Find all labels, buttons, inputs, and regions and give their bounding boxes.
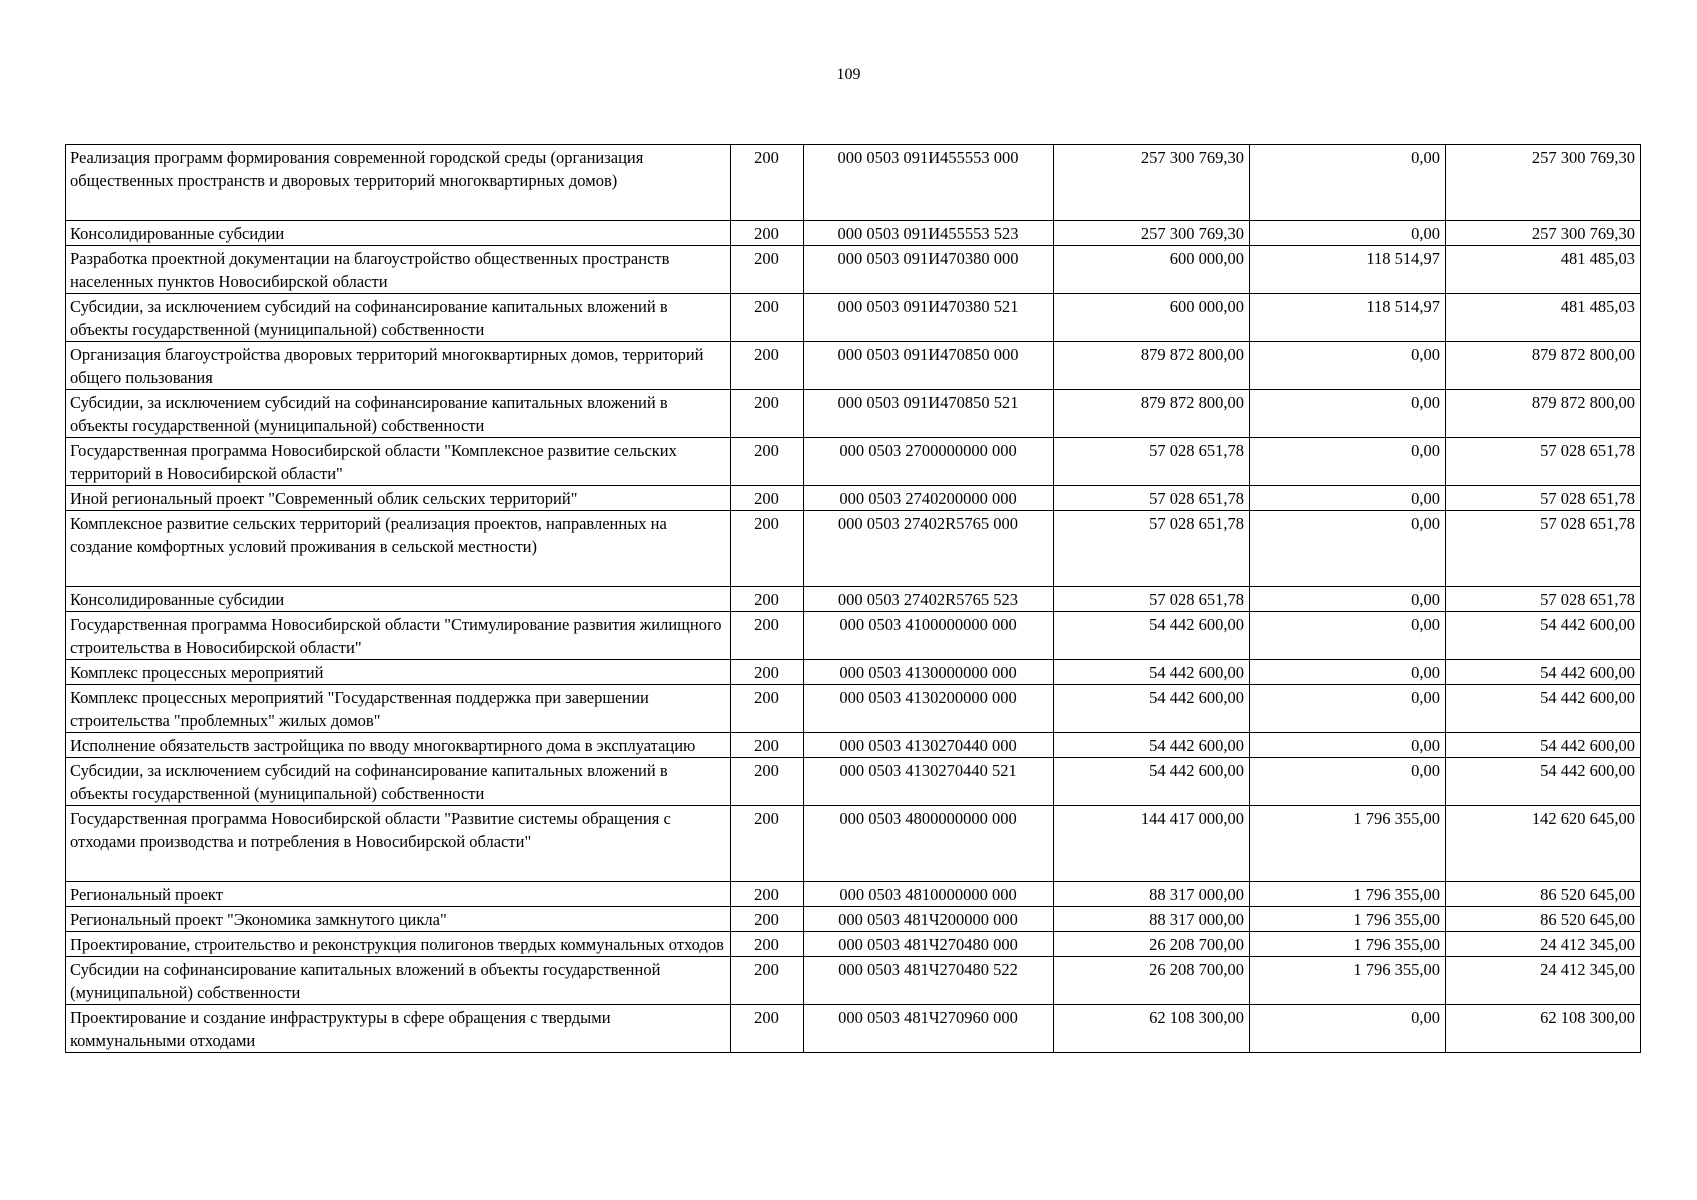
executed-amount-cell: 118 514,97 [1250, 246, 1446, 294]
remaining-amount-cell: 481 485,03 [1446, 294, 1641, 342]
remaining-amount-cell: 57 028 651,78 [1446, 587, 1641, 612]
table-row [66, 685, 1641, 733]
table-row [66, 1005, 1641, 1053]
table-row [66, 957, 1641, 1005]
classification-code-cell: 000 0503 2700000000 000 [804, 438, 1054, 486]
table-row [66, 390, 1641, 438]
remaining-amount-cell: 879 872 800,00 [1446, 390, 1641, 438]
executed-amount-cell: 0,00 [1250, 438, 1446, 486]
remaining-amount-cell: 54 442 600,00 [1446, 733, 1641, 758]
admin-code-cell: 200 [731, 587, 804, 612]
expense-name-cell: Комплекс процессных мероприятий "Государственная поддержка при завершении строительства "проблемных" жилых домов" [66, 685, 731, 733]
approved-amount-cell: 88 317 000,00 [1054, 907, 1250, 932]
admin-code-cell: 200 [731, 486, 804, 511]
expense-name-cell: Региональный проект "Экономика замкнутого цикла" [66, 907, 731, 932]
table-row [66, 342, 1641, 390]
classification-code-cell: 000 0503 091И455553 523 [804, 221, 1054, 246]
approved-amount-cell: 57 028 651,78 [1054, 438, 1250, 486]
table-row [66, 294, 1641, 342]
expense-name-cell: Исполнение обязательств застройщика по вводу многоквартирного дома в эксплуатацию [66, 733, 731, 758]
admin-code-cell: 200 [731, 1005, 804, 1053]
approved-amount-cell: 600 000,00 [1054, 246, 1250, 294]
remaining-amount-cell: 257 300 769,30 [1446, 145, 1641, 221]
approved-amount-cell: 57 028 651,78 [1054, 587, 1250, 612]
expense-name-cell: Организация благоустройства дворовых территорий многоквартирных домов, территорий общего пользования [66, 342, 731, 390]
expense-name-cell: Региональный проект [66, 882, 731, 907]
approved-amount-cell: 54 442 600,00 [1054, 685, 1250, 733]
classification-code-cell: 000 0503 481Ч270960 000 [804, 1005, 1054, 1053]
approved-amount-cell: 144 417 000,00 [1054, 806, 1250, 882]
expense-name-cell: Проектирование и создание инфраструктуры в сфере обращения с твердыми коммунальными отходами [66, 1005, 731, 1053]
admin-code-cell: 200 [731, 957, 804, 1005]
expense-name-cell: Субсидии, за исключением субсидий на софинансирование капитальных вложений в объекты государственной (муниципальной) собственности [66, 390, 731, 438]
remaining-amount-cell: 86 520 645,00 [1446, 882, 1641, 907]
admin-code-cell: 200 [731, 145, 804, 221]
approved-amount-cell: 88 317 000,00 [1054, 882, 1250, 907]
table-row [66, 145, 1641, 221]
approved-amount-cell: 600 000,00 [1054, 294, 1250, 342]
executed-amount-cell: 0,00 [1250, 486, 1446, 511]
executed-amount-cell: 0,00 [1250, 587, 1446, 612]
classification-code-cell: 000 0503 091И470850 521 [804, 390, 1054, 438]
expense-name-cell: Комплекс процессных мероприятий [66, 660, 731, 685]
classification-code-cell: 000 0503 091И455553 000 [804, 145, 1054, 221]
table-row [66, 438, 1641, 486]
classification-code-cell: 000 0503 4100000000 000 [804, 612, 1054, 660]
remaining-amount-cell: 86 520 645,00 [1446, 907, 1641, 932]
expense-name-cell: Субсидии, за исключением субсидий на софинансирование капитальных вложений в объекты государственной (муниципальной) собственности [66, 758, 731, 806]
expense-name-cell: Иной региональный проект "Современный облик сельских территорий" [66, 486, 731, 511]
table-row [66, 907, 1641, 932]
table-row [66, 486, 1641, 511]
table-row [66, 758, 1641, 806]
table-row [66, 806, 1641, 882]
executed-amount-cell: 0,00 [1250, 612, 1446, 660]
remaining-amount-cell: 481 485,03 [1446, 246, 1641, 294]
admin-code-cell: 200 [731, 390, 804, 438]
approved-amount-cell: 879 872 800,00 [1054, 342, 1250, 390]
executed-amount-cell: 0,00 [1250, 660, 1446, 685]
classification-code-cell: 000 0503 27402R5765 523 [804, 587, 1054, 612]
approved-amount-cell: 257 300 769,30 [1054, 145, 1250, 221]
executed-amount-cell: 0,00 [1250, 390, 1446, 438]
executed-amount-cell: 118 514,97 [1250, 294, 1446, 342]
admin-code-cell: 200 [731, 932, 804, 957]
table-row [66, 932, 1641, 957]
executed-amount-cell: 1 796 355,00 [1250, 932, 1446, 957]
executed-amount-cell: 1 796 355,00 [1250, 806, 1446, 882]
remaining-amount-cell: 879 872 800,00 [1446, 342, 1641, 390]
admin-code-cell: 200 [731, 907, 804, 932]
executed-amount-cell: 0,00 [1250, 221, 1446, 246]
classification-code-cell: 000 0503 4130200000 000 [804, 685, 1054, 733]
remaining-amount-cell: 54 442 600,00 [1446, 758, 1641, 806]
executed-amount-cell: 0,00 [1250, 342, 1446, 390]
approved-amount-cell: 26 208 700,00 [1054, 932, 1250, 957]
expense-name-cell: Государственная программа Новосибирской области "Развитие системы обращения с отходами производства и потребления в Новосибирской области" [66, 806, 731, 882]
remaining-amount-cell: 57 028 651,78 [1446, 486, 1641, 511]
table-row [66, 246, 1641, 294]
admin-code-cell: 200 [731, 342, 804, 390]
classification-code-cell: 000 0503 4800000000 000 [804, 806, 1054, 882]
approved-amount-cell: 54 442 600,00 [1054, 612, 1250, 660]
admin-code-cell: 200 [731, 733, 804, 758]
expense-name-cell: Субсидии на софинансирование капитальных вложений в объекты государственной (муниципальной) собственности [66, 957, 731, 1005]
executed-amount-cell: 0,00 [1250, 685, 1446, 733]
remaining-amount-cell: 57 028 651,78 [1446, 511, 1641, 587]
expense-name-cell: Комплексное развитие сельских территорий (реализация проектов, направленных на создание комфортных условий проживания в сельской местности) [66, 511, 731, 587]
executed-amount-cell: 0,00 [1250, 758, 1446, 806]
expense-name-cell: Разработка проектной документации на благоустройство общественных пространств населенных пунктов Новосибирской области [66, 246, 731, 294]
admin-code-cell: 200 [731, 294, 804, 342]
approved-amount-cell: 26 208 700,00 [1054, 957, 1250, 1005]
executed-amount-cell: 0,00 [1250, 733, 1446, 758]
approved-amount-cell: 257 300 769,30 [1054, 221, 1250, 246]
table-row [66, 660, 1641, 685]
table-row [66, 882, 1641, 907]
executed-amount-cell: 1 796 355,00 [1250, 882, 1446, 907]
remaining-amount-cell: 54 442 600,00 [1446, 685, 1641, 733]
admin-code-cell: 200 [731, 511, 804, 587]
approved-amount-cell: 57 028 651,78 [1054, 511, 1250, 587]
admin-code-cell: 200 [731, 438, 804, 486]
admin-code-cell: 200 [731, 221, 804, 246]
admin-code-cell: 200 [731, 806, 804, 882]
remaining-amount-cell: 24 412 345,00 [1446, 957, 1641, 1005]
admin-code-cell: 200 [731, 246, 804, 294]
approved-amount-cell: 879 872 800,00 [1054, 390, 1250, 438]
admin-code-cell: 200 [731, 758, 804, 806]
remaining-amount-cell: 54 442 600,00 [1446, 660, 1641, 685]
executed-amount-cell: 0,00 [1250, 1005, 1446, 1053]
expense-name-cell: Консолидированные субсидии [66, 587, 731, 612]
approved-amount-cell: 54 442 600,00 [1054, 660, 1250, 685]
remaining-amount-cell: 24 412 345,00 [1446, 932, 1641, 957]
classification-code-cell: 000 0503 4130270440 000 [804, 733, 1054, 758]
table-row [66, 587, 1641, 612]
classification-code-cell: 000 0503 4810000000 000 [804, 882, 1054, 907]
table-row [66, 221, 1641, 246]
executed-amount-cell: 1 796 355,00 [1250, 957, 1446, 1005]
classification-code-cell: 000 0503 2740200000 000 [804, 486, 1054, 511]
admin-code-cell: 200 [731, 612, 804, 660]
table-row [66, 612, 1641, 660]
classification-code-cell: 000 0503 481Ч270480 000 [804, 932, 1054, 957]
executed-amount-cell: 0,00 [1250, 145, 1446, 221]
expense-name-cell: Государственная программа Новосибирской области "Комплексное развитие сельских территорий в Новосибирской области" [66, 438, 731, 486]
classification-code-cell: 000 0503 481Ч200000 000 [804, 907, 1054, 932]
budget-table [65, 144, 1641, 1053]
executed-amount-cell: 1 796 355,00 [1250, 907, 1446, 932]
approved-amount-cell: 57 028 651,78 [1054, 486, 1250, 511]
remaining-amount-cell: 62 108 300,00 [1446, 1005, 1641, 1053]
expense-name-cell: Субсидии, за исключением субсидий на софинансирование капитальных вложений в объекты государственной (муниципальной) собственности [66, 294, 731, 342]
classification-code-cell: 000 0503 4130270440 521 [804, 758, 1054, 806]
expense-name-cell: Реализация программ формирования современной городской среды (организация общественных пространств и дворовых территорий многоквартирных домов) [66, 145, 731, 221]
classification-code-cell: 000 0503 481Ч270480 522 [804, 957, 1054, 1005]
classification-code-cell: 000 0503 27402R5765 000 [804, 511, 1054, 587]
expense-name-cell: Государственная программа Новосибирской области "Стимулирование развития жилищного строительства в Новосибирской области" [66, 612, 731, 660]
remaining-amount-cell: 257 300 769,30 [1446, 221, 1641, 246]
admin-code-cell: 200 [731, 685, 804, 733]
expense-name-cell: Консолидированные субсидии [66, 221, 731, 246]
classification-code-cell: 000 0503 4130000000 000 [804, 660, 1054, 685]
admin-code-cell: 200 [731, 882, 804, 907]
remaining-amount-cell: 54 442 600,00 [1446, 612, 1641, 660]
remaining-amount-cell: 142 620 645,00 [1446, 806, 1641, 882]
executed-amount-cell: 0,00 [1250, 511, 1446, 587]
approved-amount-cell: 54 442 600,00 [1054, 758, 1250, 806]
classification-code-cell: 000 0503 091И470380 521 [804, 294, 1054, 342]
classification-code-cell: 000 0503 091И470380 000 [804, 246, 1054, 294]
table-row [66, 733, 1641, 758]
approved-amount-cell: 54 442 600,00 [1054, 733, 1250, 758]
remaining-amount-cell: 57 028 651,78 [1446, 438, 1641, 486]
table-row [66, 511, 1641, 587]
admin-code-cell: 200 [731, 660, 804, 685]
page-number: 109 [836, 66, 861, 83]
budget-table-body [66, 145, 1641, 1053]
approved-amount-cell: 62 108 300,00 [1054, 1005, 1250, 1053]
expense-name-cell: Проектирование, строительство и реконструкция полигонов твердых коммунальных отходов [66, 932, 731, 957]
classification-code-cell: 000 0503 091И470850 000 [804, 342, 1054, 390]
